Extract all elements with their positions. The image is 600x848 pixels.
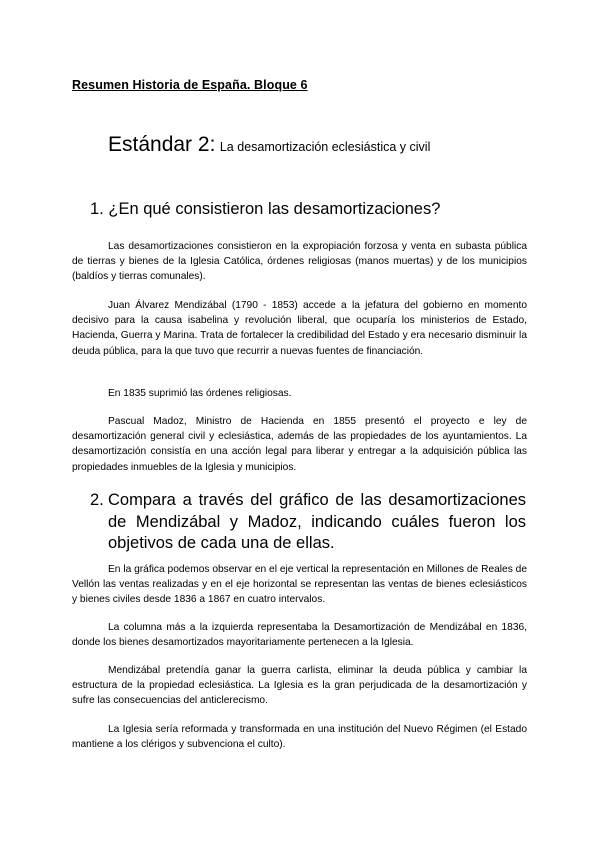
paragraph: La Iglesia sería reformada y transformada en una institución del Nuevo Régimen (el Estado mantiene a los clérigos y subvenciona el culto). (72, 724, 527, 751)
paragraph: La columna más a la izquierda representaba la Desamortización de Mendizábal en 1836, donde los bienes desamortizados mayoritariamente pertenecen a la Iglesia. (72, 622, 527, 649)
question-1-text: ¿En qué consistieron las desamortizaciones? (108, 200, 441, 218)
question-2-heading (90, 490, 526, 555)
document-title: Resumen Historia de España. Bloque 6 (72, 78, 308, 92)
standard-label: Estándar 2: (108, 133, 216, 156)
standard-heading (108, 133, 430, 157)
question-2-number: 2. (90, 491, 104, 509)
question-2-text: Compara a través del gráfico de las desamortizaciones de Mendizábal y Madoz, indicando cuáles fueron los objetivos de cada una de ellas. (108, 491, 526, 552)
question-1-heading (90, 200, 440, 219)
standard-subtitle: La desamortización eclesiástica y civil (219, 140, 431, 154)
paragraph: Juan Álvarez Mendizábal (1790 - 1853) accede a la jefatura del gobierno en momento decisivo para la causa isabelina y revolución liberal, que ocuparía los ministerios de Estado, Hacienda, Guerra y Marina. Trata de fortalecer la credibilidad del Estado y era necesario disminuir la deuda pública, para la que tuvo que recurrir a nuevas fuentes de financiación. (72, 300, 527, 357)
question-1-number: 1. (90, 200, 104, 218)
paragraph: En la gráfica podemos observar en el eje vertical la representación en Millones de Reales de Vellón las ventas realizadas y en el eje horizontal se representan las ventas de bienes eclesiásticos y bienes civiles desde 1836 a 1867 en cuatro intervalos. (72, 564, 527, 606)
paragraph: Mendizábal pretendía ganar la guerra carlista, eliminar la deuda pública y cambiar la estructura de la propiedad eclesiástica. La Iglesia es la gran perjudicada de la desamortización y sufre las consecuencias del anticlerecismo. (72, 665, 527, 707)
paragraph: Pascual Madoz, Ministro de Hacienda en 1855 presentó el proyecto e ley de desamortización general civil y eclesiástica, además de las propiedades de los ayuntamientos. La desamortización consistía en una acción legal para liberar y entregar a la adquisición pública las propiedades inmuebles de la Iglesia y municipios. (72, 416, 527, 473)
paragraph: En 1835 suprimió las órdenes religiosas. (108, 388, 292, 399)
paragraph: Las desamortizaciones consistieron en la expropiación forzosa y venta en subasta pública de tierras y bienes de la Iglesia Católica, órdenes religiosas (manos muertas) y de los municipios (baldíos y tierras comunales). (72, 241, 527, 283)
